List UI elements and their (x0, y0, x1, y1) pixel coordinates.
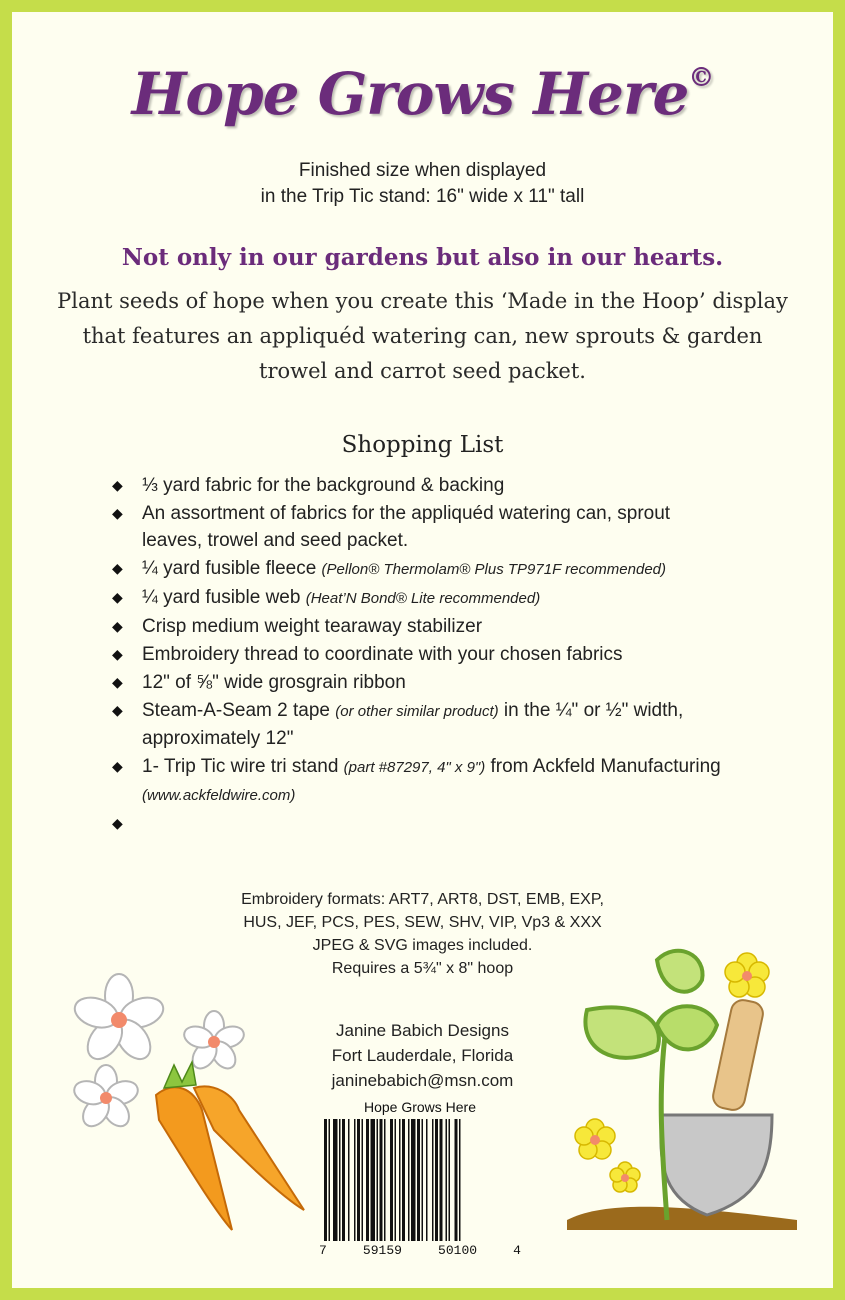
diamond-bullet-icon: ◆ (112, 758, 123, 774)
list-item (112, 613, 732, 640)
pattern-back-cover (12, 12, 833, 1288)
list-item-text: Embroidery thread to coordinate with your chosen fabrics (142, 644, 623, 665)
list-item-note: (www.ackfeldwire.com) (142, 787, 296, 804)
list-item (112, 472, 732, 499)
list-item (112, 555, 732, 583)
yellow-flower-icon (575, 1119, 615, 1159)
finished-size-line1: Finished size when displayed (298, 160, 547, 181)
list-item-text: ¼ yard fusible web (142, 587, 306, 608)
barcode-digit-1: 7 (319, 1243, 327, 1258)
diamond-bullet-icon: ◆ (112, 702, 123, 718)
company-email: janinebabich@msn.com (331, 1071, 514, 1090)
list-item-text: ¼ yard fusible fleece (142, 558, 322, 579)
barcode-digit-4: 4 (513, 1243, 521, 1258)
shopping-list-title: Shopping List (341, 432, 504, 458)
daisy-icon (71, 1065, 141, 1131)
daisy-icon (71, 974, 167, 1065)
list-item-text: Crisp medium weight tearaway stabilizer (142, 616, 483, 637)
list-item (112, 500, 732, 554)
list-item (112, 810, 732, 837)
diamond-bullet-icon: ◆ (112, 674, 123, 690)
list-item (112, 584, 732, 612)
diamond-bullet-icon: ◆ (112, 560, 123, 576)
barcode-title: Hope Grows Here (363, 1099, 477, 1115)
list-item-text: An assortment of fabrics for the appliquéd watering can, sprout leaves, trowel and seed packet. (142, 503, 671, 551)
list-item (112, 753, 732, 809)
page-title (12, 60, 833, 128)
diamond-bullet-icon: ◆ (112, 618, 123, 634)
diamond-bullet-icon: ◆ (112, 815, 123, 831)
ground-icon (567, 1207, 797, 1230)
barcode-digit-3: 50100 (438, 1243, 478, 1258)
list-item-text: 1- Trip Tic wire tri stand (142, 756, 344, 777)
sprout-trowel-illustration (557, 930, 817, 1240)
carrot-icon (156, 1062, 304, 1230)
yellow-flower-icon (725, 953, 769, 997)
tagline: Not only in our gardens but also in our hearts. (121, 244, 724, 271)
carrots-flowers-illustration (64, 970, 314, 1240)
yellow-flower-icon (610, 1162, 640, 1192)
shopping-list (112, 472, 732, 838)
barcode-bars-icon (320, 1119, 520, 1241)
finished-size-line2: in the Trip Tic stand: 16" wide x 11" tall (260, 186, 585, 207)
title-text: Hope Grows Here (131, 60, 689, 128)
finished-size (12, 158, 833, 210)
formats-line2: HUS, JEF, PCS, PES, SEW, SHV, VIP, Vp3 & XXX (243, 914, 602, 931)
list-item-tail: from Ackfeld Manufacturing (485, 756, 721, 777)
formats-line3: JPEG & SVG images included. (312, 937, 533, 954)
diamond-bullet-icon: ◆ (112, 505, 123, 521)
intro-paragraph: Plant seeds of hope when you create this ‘Made in the Hoop’ display that features an appliquéd watering can, new sprouts & garden trowel and carrot seed packet. (57, 289, 788, 383)
list-item-text: Steam-A-Seam 2 tape (142, 700, 336, 721)
list-item-text: ⅓ yard fabric for the background & backing (142, 475, 505, 496)
barcode-digits (315, 1243, 525, 1258)
company-name: Janine Babich Designs (336, 1021, 509, 1040)
formats-line1: Embroidery formats: ART7, ART8, DST, EMB, EXP, (241, 891, 604, 908)
barcode (315, 1099, 525, 1269)
list-item (112, 641, 732, 668)
list-item-tail: in the ¼" or ½" width, approximately 12" (142, 700, 684, 749)
list-item-note: (part #87297, 4" x 9") (343, 759, 486, 776)
hoop-requirement: Requires a 5¾" x 8" hoop (331, 960, 514, 977)
list-item-note: (Pellon® Thermolam® Plus TP971F recommended) (321, 561, 667, 578)
list-item-note: (or other similar product) (335, 703, 499, 720)
company-location: Fort Lauderdale, Florida (331, 1046, 514, 1065)
list-item (112, 669, 732, 696)
copyright-symbol: © (688, 63, 714, 93)
list-item-note: (Heat’N Bond® Lite recommended) (305, 590, 541, 607)
diamond-bullet-icon: ◆ (112, 646, 123, 662)
barcode-digit-2: 59159 (362, 1243, 402, 1258)
diamond-bullet-icon: ◆ (112, 477, 123, 493)
list-item (112, 697, 732, 752)
list-item-text: 12" of ⅝" wide grosgrain ribbon (142, 672, 406, 693)
diamond-bullet-icon: ◆ (112, 589, 123, 605)
